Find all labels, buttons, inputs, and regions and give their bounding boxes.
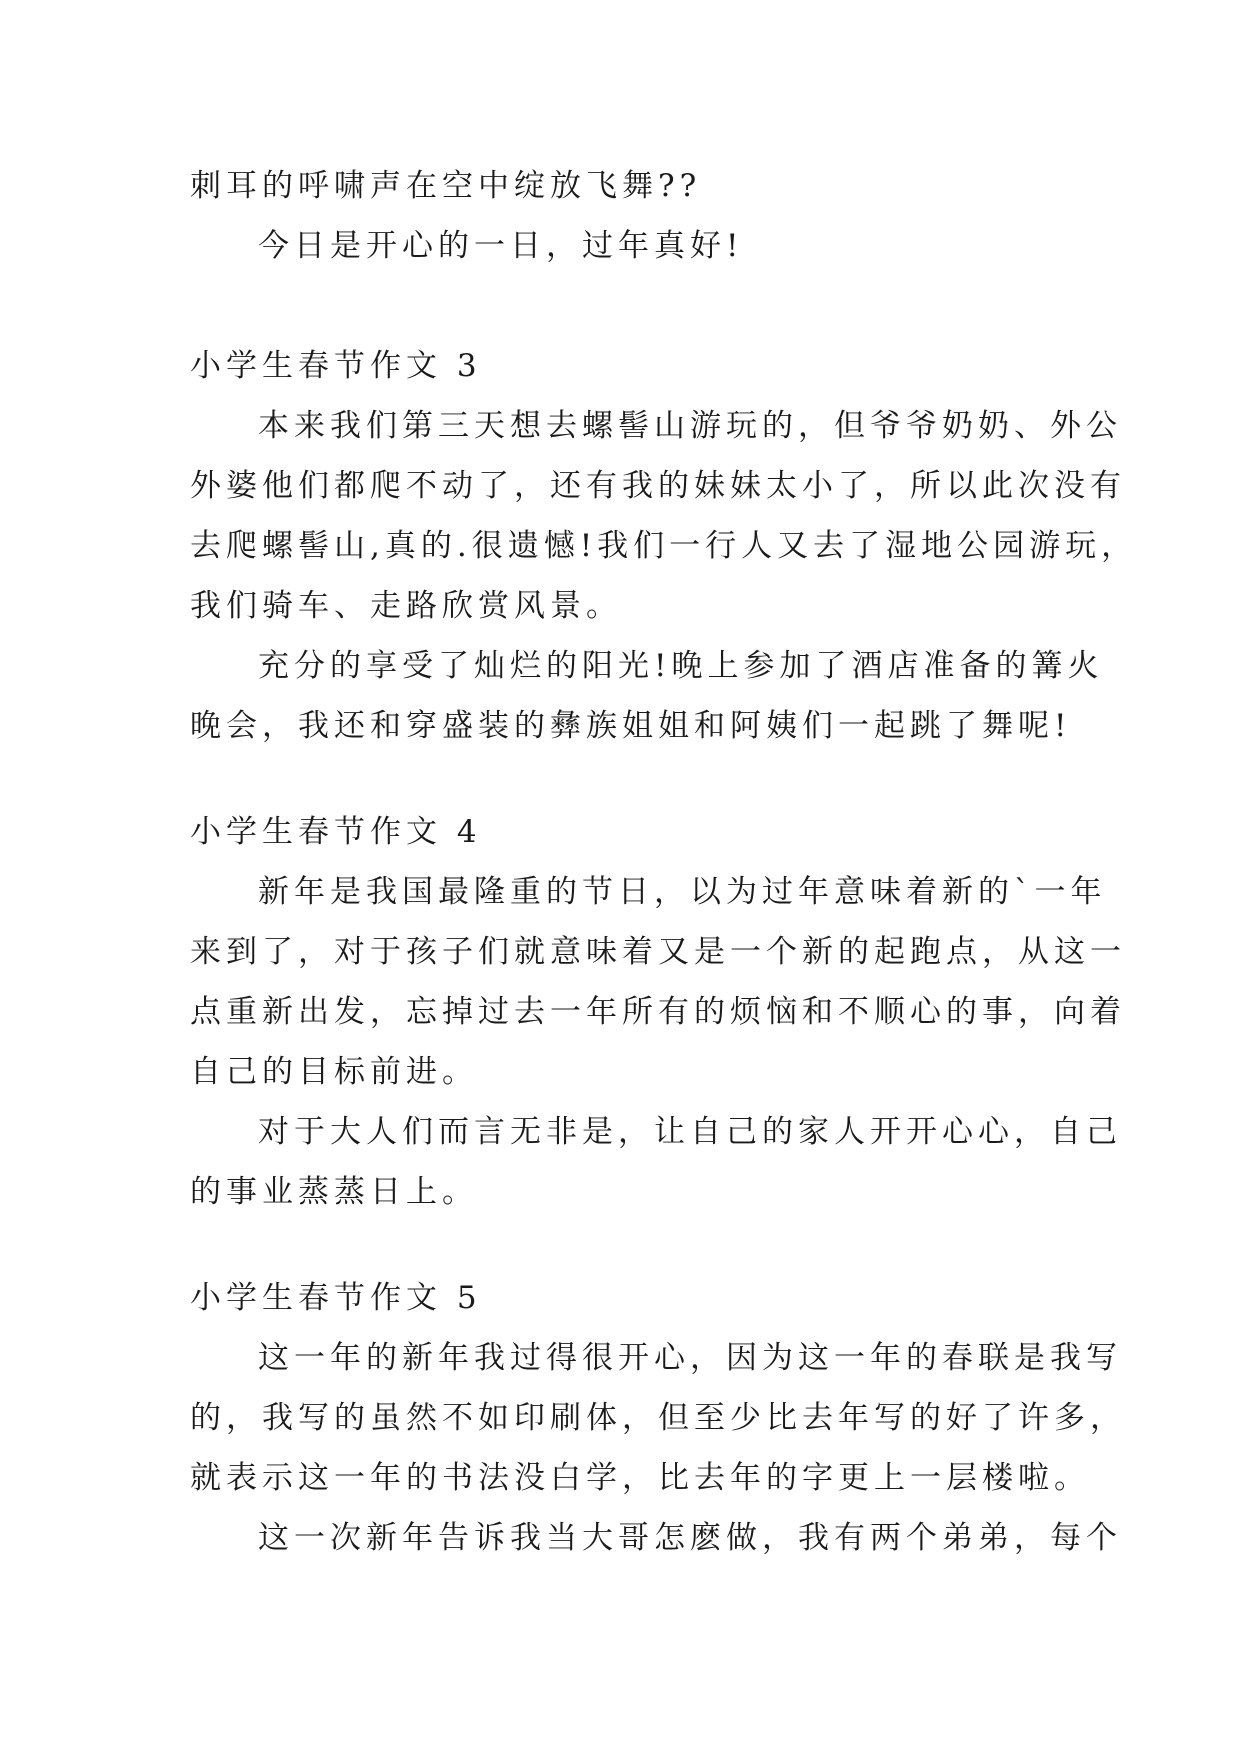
paragraph-line: 这一次新年告诉我当大哥怎麽做，我有两个弟弟，每个 [258,1520,1122,1556]
paragraph-line: 对于大人们而言无非是，让自己的家人开开心心，自己 [258,1114,1122,1150]
paragraph-line: 外婆他们都爬不动了，还有我的妹妹太小了，所以此次没有 [190,468,1126,504]
paragraph-line: 就表示这一年的书法没白学，比去年的字更上一层楼啦。 [190,1460,1090,1496]
paragraph-line: 本来我们第三天想去螺髻山游玩的，但爷爷奶奶、外公 [258,408,1122,444]
paragraph-line: 点重新出发，忘掉过去一年所有的烦恼和不顺心的事，向着 [190,994,1126,1030]
paragraph-line: 的，我写的虽然不如印刷体，但至少比去年写的好了许多， [190,1400,1126,1436]
paragraph-line: 晚会，我还和穿盛装的彝族姐姐和阿姨们一起跳了舞呢! [190,708,1072,744]
paragraph-line: 来到了，对于孩子们就意味着又是一个新的起跑点，从这一 [190,934,1126,970]
paragraph-line: 刺耳的呼啸声在空中绽放飞舞?? [190,168,702,204]
paragraph-line: 去爬螺髻山,真的.很遗憾!我们一行人又去了湿地公园游玩， [190,528,1138,564]
paragraph-line: 新年是我国最隆重的节日，以为过年意味着新的`一年 [258,874,1107,910]
section-heading-4: 小学生春节作文 4 [190,814,482,850]
section-heading-3: 小学生春节作文 3 [190,348,482,384]
section-heading-5: 小学生春节作文 5 [190,1280,482,1316]
paragraph-line: 今日是开心的一日，过年真好! [258,228,744,264]
paragraph-line: 的事业蒸蒸日上。 [190,1174,478,1210]
paragraph-line: 这一年的新年我过得很开心，因为这一年的春联是我写 [258,1340,1122,1376]
paragraph-line: 我们骑车、走路欣赏风景。 [190,588,622,624]
paragraph-line: 自己的目标前进。 [190,1054,478,1090]
paragraph-line: 充分的享受了灿烂的阳光!晚上参加了酒店准备的篝火 [258,648,1104,684]
